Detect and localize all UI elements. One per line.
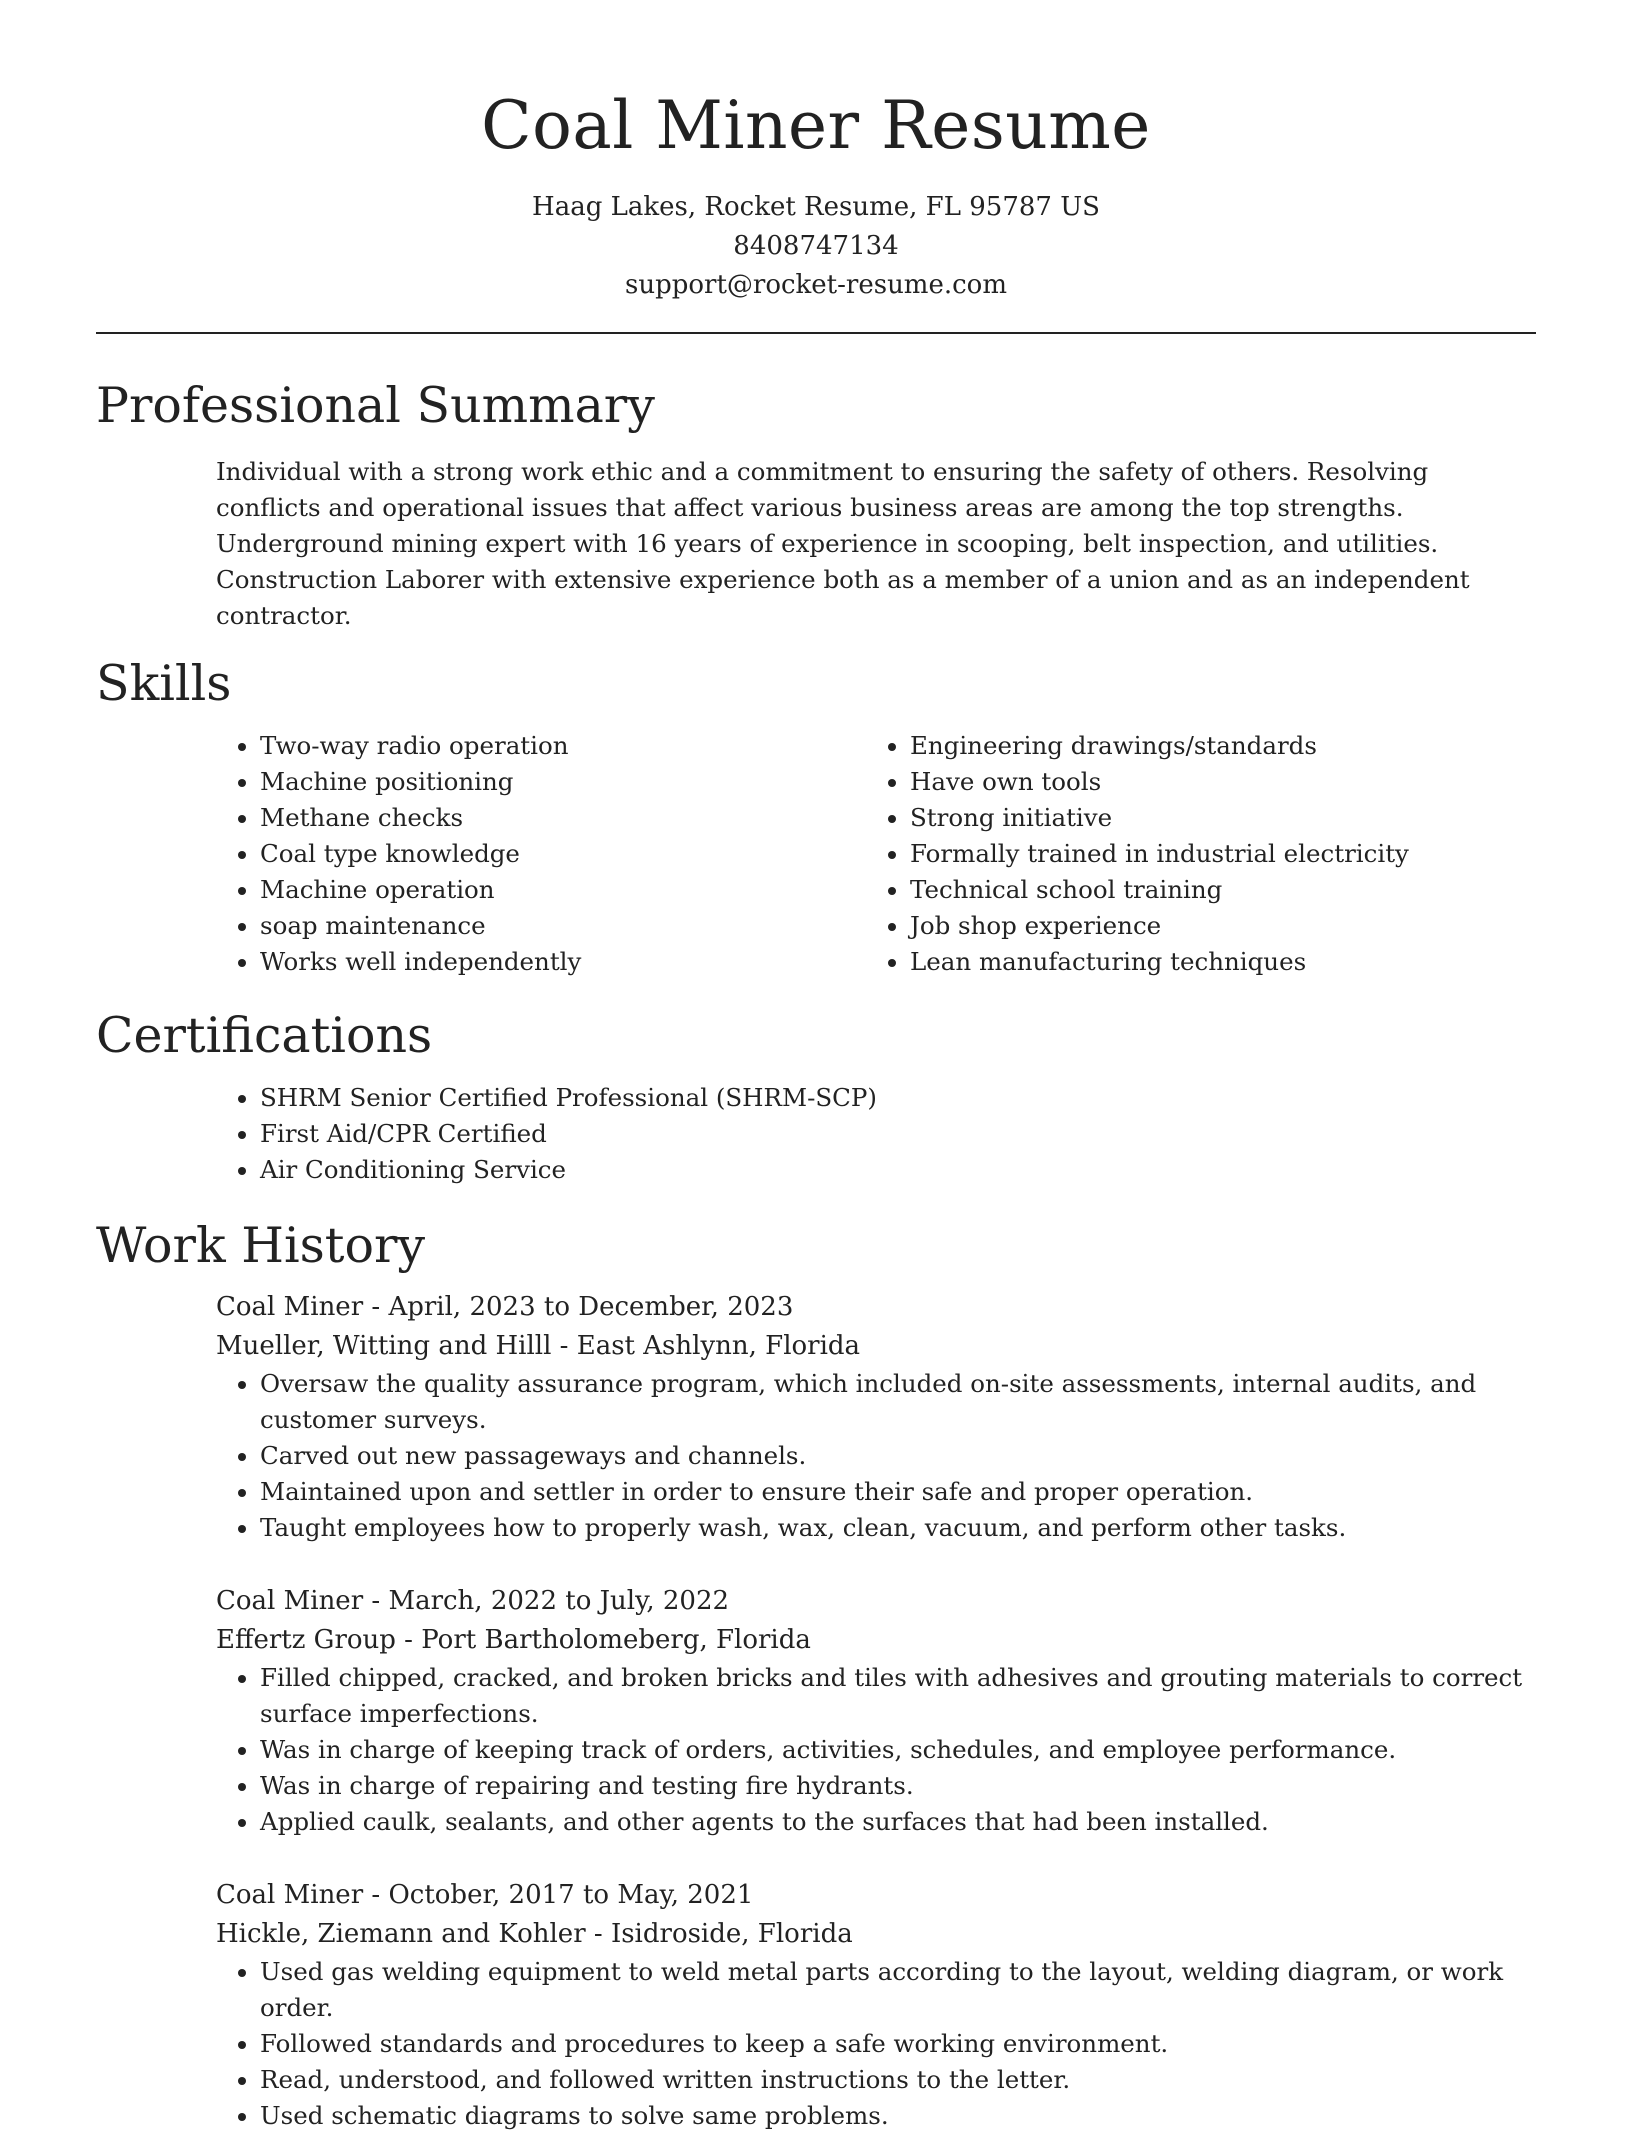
skill-item: • Coal type knowledge [260,836,866,872]
skill-item: • Strong initiative [910,800,1516,836]
skills-column-right [866,728,1516,980]
job-duty-item: • Carved out new passageways and channels. [260,1438,1536,1474]
certification-item: • First Aid/CPR Certified [260,1116,1536,1152]
skill-item: • Lean manufacturing techniques [910,944,1516,980]
skill-item: • Works well independently [260,944,866,980]
contact-phone: 8408747134 [733,231,899,261]
certifications-heading: Certifications [96,1007,433,1064]
job-duty-item: • Oversaw the quality assurance program, which included on-site assessments, internal audits, and customer surveys. [260,1366,1536,1438]
resume-header [96,0,1536,305]
job-duties-list [216,1660,1536,1840]
job-duties-list [216,1366,1536,1546]
skill-item: • Engineering drawings/standards [910,728,1516,764]
header-divider [96,332,1536,334]
job-duty-item: • Was in charge of repairing and testing fire hydrants. [260,1768,1536,1804]
skill-item: • Technical school training [910,872,1516,908]
job-entry [216,1876,1536,2134]
skills-column-left [216,728,866,980]
job-duty-item: • Used gas welding equipment to weld metal parts according to the layout, welding diagram, or work order. [260,1954,1536,2026]
job-company-line: Hickle, Ziemann and Kohler - Isidroside, Florida [216,1919,853,1949]
skills-list-right [866,728,1516,980]
job-entry [216,1582,1536,1840]
skill-item: • Methane checks [260,800,866,836]
skill-item: • Two-way radio operation [260,728,866,764]
contact-email: support@rocket-resume.com [624,270,1007,300]
job-title-line: Coal Miner - October, 2017 to May, 2021 [216,1880,754,1910]
skill-item: • soap maintenance [260,908,866,944]
work-history-heading: Work History [96,1217,426,1274]
job-title-line: Coal Miner - April, 2023 to December, 2023 [216,1292,794,1322]
job-entry [216,1288,1536,1546]
job-duty-item: • Applied caulk, sealants, and other agents to the surfaces that had been installed. [260,1804,1536,1840]
job-duty-item: • Used schematic diagrams to solve same problems. [260,2098,1536,2134]
job-company-line: Effertz Group - Port Bartholomeberg, Florida [216,1625,811,1655]
skills-grid [216,728,1536,980]
job-company-line: Mueller, Witting and Hilll - East Ashlynn, Florida [216,1331,861,1361]
job-duty-item: • Maintained upon and settler in order to ensure their safe and proper operation. [260,1474,1536,1510]
skills-list-left [216,728,866,980]
job-duties-list [216,1954,1536,2134]
resume-title: Coal Miner Resume [481,87,1151,164]
skills-heading: Skills [96,655,232,712]
certification-item: • SHRM Senior Certified Professional (SHRM-SCP) [260,1080,1536,1116]
skill-item: • Machine operation [260,872,866,908]
skill-item: • Machine positioning [260,764,866,800]
job-title-line: Coal Miner - March, 2022 to July, 2022 [216,1586,730,1616]
skill-item: • Have own tools [910,764,1516,800]
skill-item: • Formally trained in industrial electricity [910,836,1516,872]
contact-block [96,188,1536,305]
certifications-list-container [216,1080,1536,1188]
summary-text: Individual with a strong work ethic and a commitment to ensuring the safety of others. Resolving conflicts and operational issues that affect various business areas are among the top strengths. Underground mining expert with 16 years of experience in scooping, belt inspection, and utilities. Construction Laborer with extensive experience both as a member of a union and as an independent contractor. [216,457,1470,630]
job-duty-item: • Followed standards and procedures to keep a safe working environment. [260,2026,1536,2062]
resume-page [96,0,1536,2134]
summary-heading: Professional Summary [96,377,655,434]
job-duty-item: • Read, understood, and followed written instructions to the letter. [260,2062,1536,2098]
job-duty-item: • Taught employees how to properly wash, wax, clean, vacuum, and perform other tasks. [260,1510,1536,1546]
skill-item: • Job shop experience [910,908,1516,944]
contact-address: Haag Lakes, Rocket Resume, FL 95787 US [532,192,1100,222]
job-duty-item: • Was in charge of keeping track of orders, activities, schedules, and employee performance. [260,1732,1536,1768]
job-duty-item: • Filled chipped, cracked, and broken bricks and tiles with adhesives and grouting materials to correct surface imperfections. [260,1660,1536,1732]
certifications-list [216,1080,1536,1188]
certification-item: • Air Conditioning Service [260,1152,1536,1188]
